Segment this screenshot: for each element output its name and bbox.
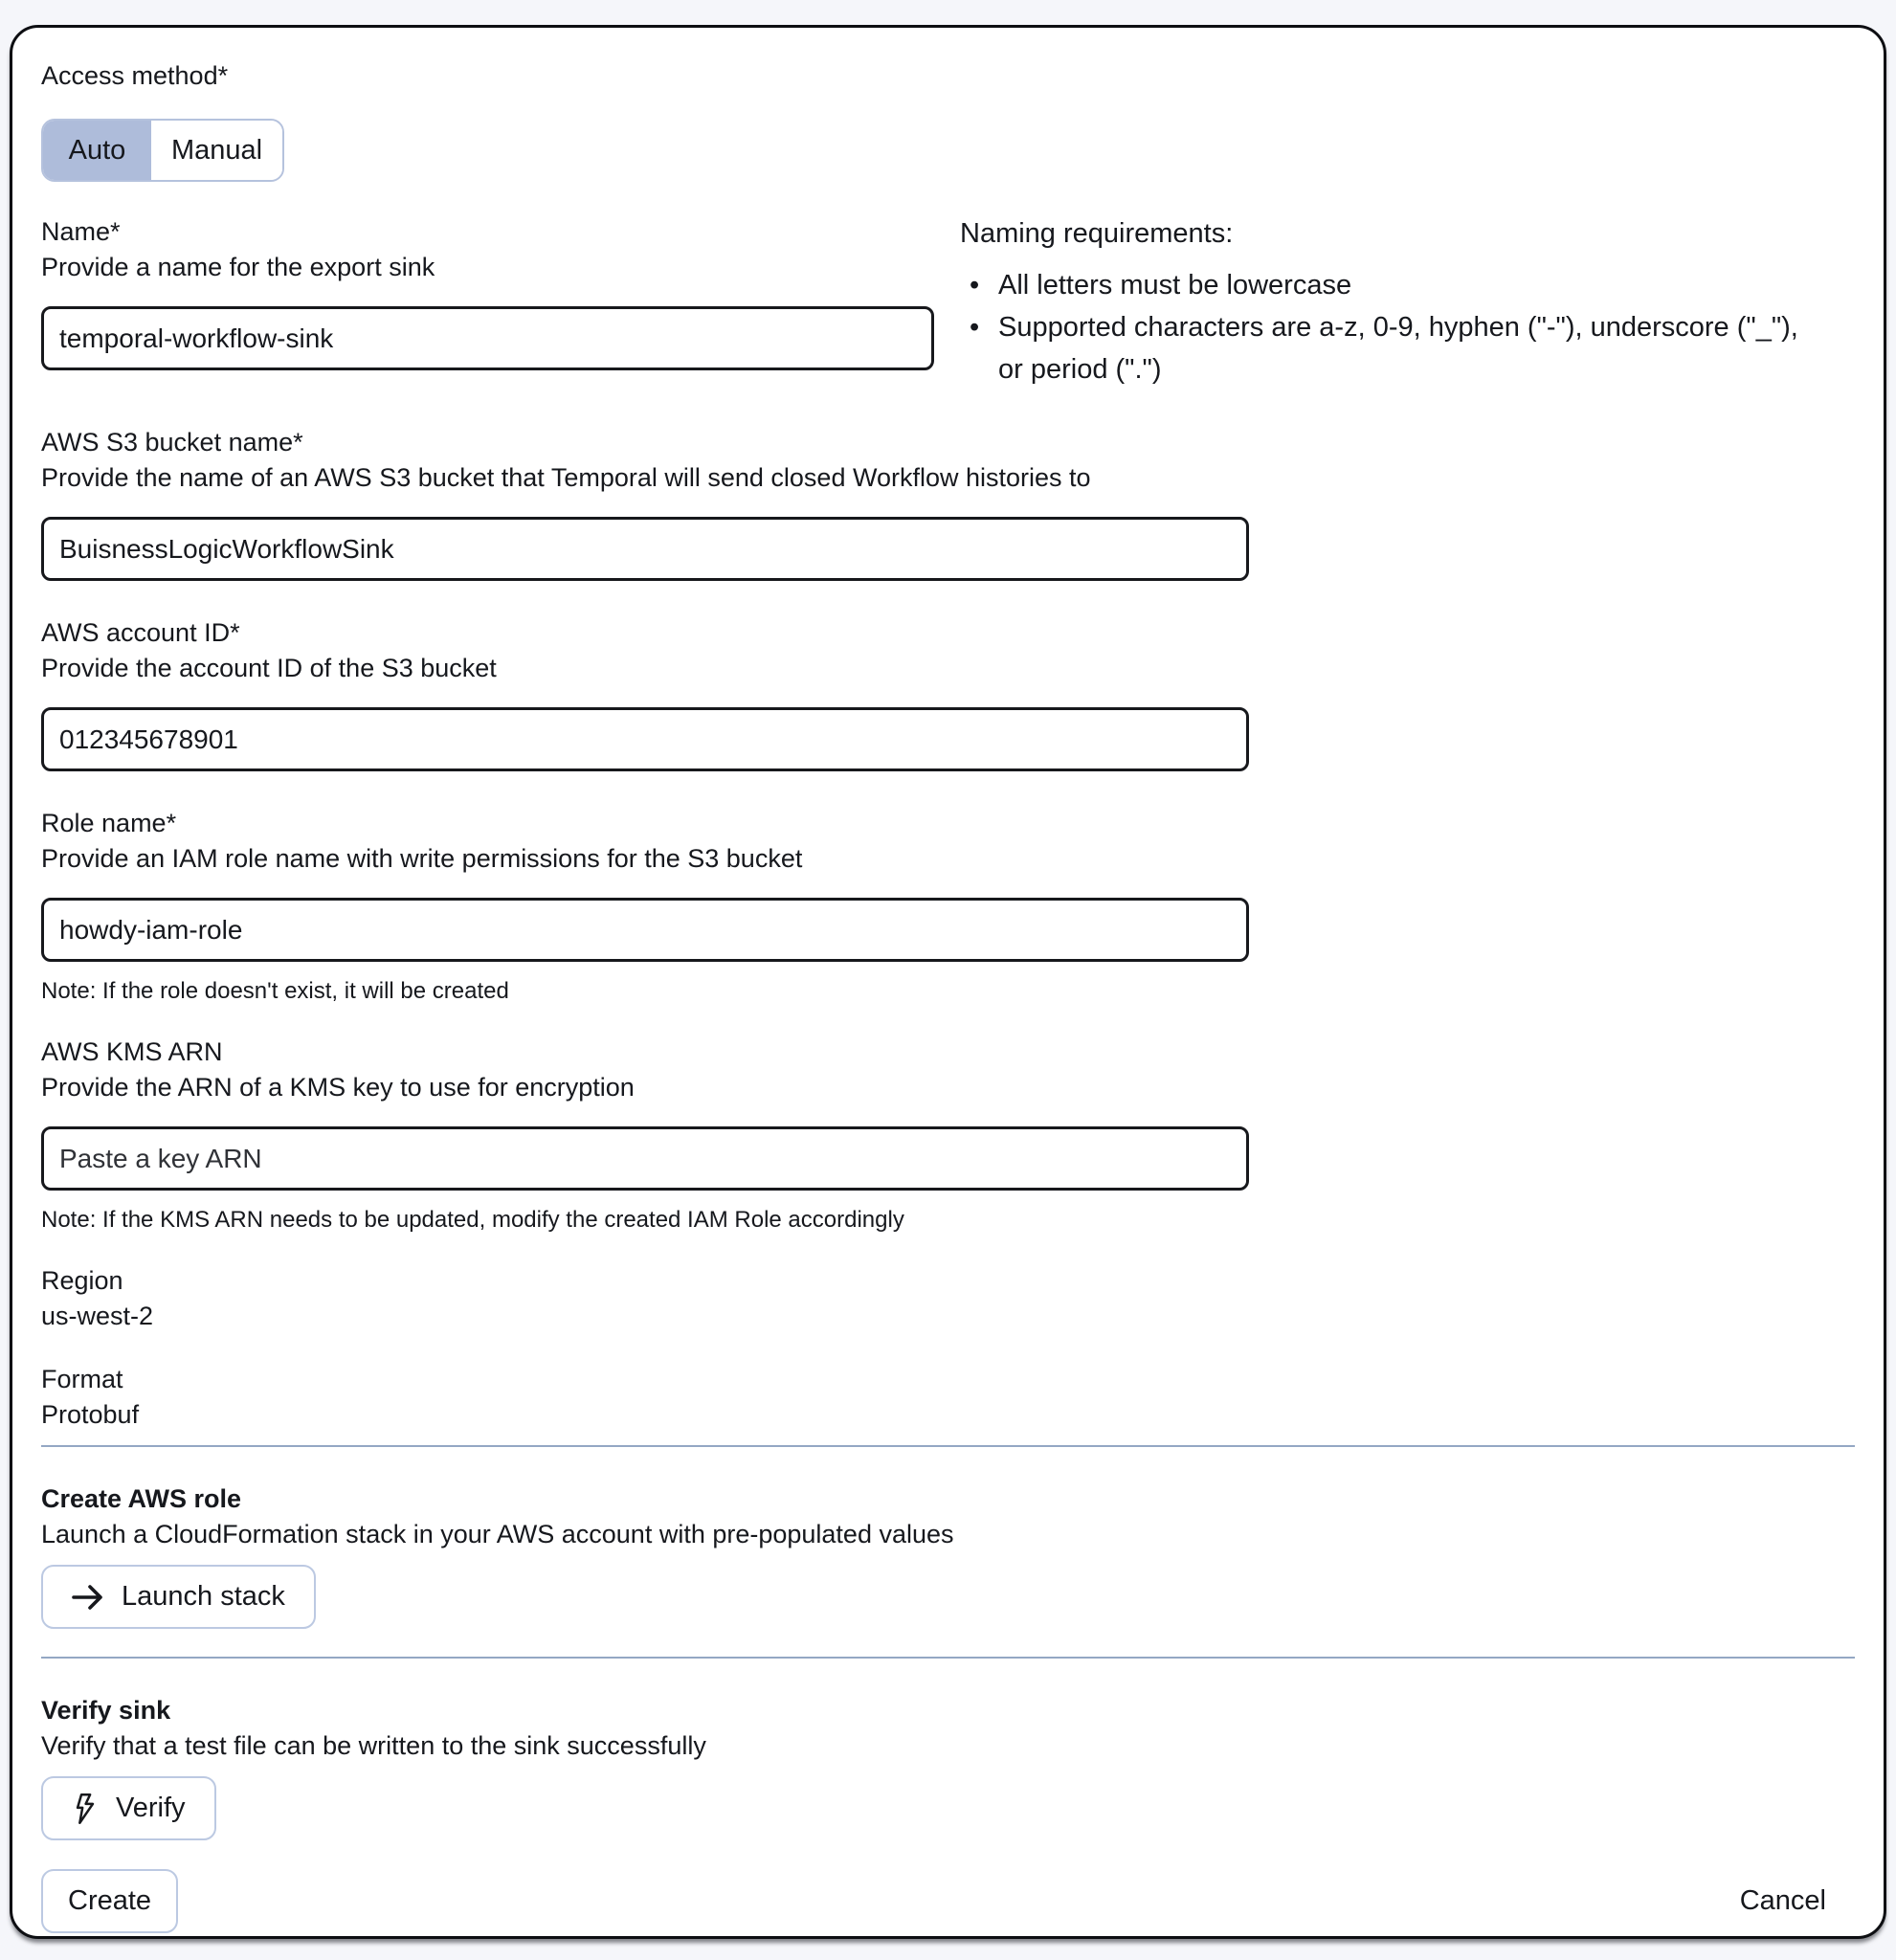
account-id-input[interactable] bbox=[41, 707, 1249, 771]
format-value: Protobuf bbox=[41, 1400, 140, 1429]
format-info bbox=[41, 1362, 1855, 1433]
section-divider bbox=[41, 1445, 1855, 1447]
section-divider bbox=[41, 1657, 1855, 1659]
access-method-option-manual-label: Manual bbox=[170, 134, 263, 166]
naming-requirements-list bbox=[960, 264, 1826, 390]
access-method-label: Access method* bbox=[41, 61, 229, 90]
naming-requirement-item: • All letters must be lowercase bbox=[960, 264, 1826, 306]
launch-stack-button[interactable] bbox=[41, 1565, 316, 1629]
role-name-field-group bbox=[41, 806, 1855, 1006]
name-input[interactable] bbox=[41, 306, 934, 370]
export-sink-form-card bbox=[10, 25, 1886, 1939]
kms-arn-description: Provide the ARN of a KMS key to use for encryption bbox=[41, 1073, 635, 1102]
access-method-toggle bbox=[41, 119, 284, 182]
verify-button[interactable] bbox=[41, 1776, 216, 1840]
account-id-description: Provide the account ID of the S3 bucket bbox=[41, 654, 497, 682]
region-label: Region bbox=[41, 1266, 123, 1295]
name-field-group bbox=[41, 214, 934, 390]
create-button[interactable] bbox=[41, 1869, 178, 1933]
create-aws-role-description: Launch a CloudFormation stack in your AWS account with pre-populated values bbox=[41, 1520, 954, 1548]
naming-requirement-item: • Supported characters are a-z, 0-9, hyphen ("-"), underscore ("_"), or period (".") bbox=[960, 306, 1826, 390]
verify-button-label: Verify bbox=[116, 1793, 186, 1823]
role-name-input[interactable] bbox=[41, 898, 1249, 962]
region-info bbox=[41, 1263, 1855, 1334]
kms-arn-field-group bbox=[41, 1035, 1855, 1235]
naming-requirements bbox=[960, 214, 1826, 390]
name-and-requirements-row bbox=[41, 214, 1855, 390]
access-method-option-auto-label: Auto bbox=[68, 134, 126, 166]
kms-arn-note: Note: If the KMS ARN needs to be updated, modify the created IAM Role accordingly bbox=[41, 1207, 904, 1233]
name-label: Name* bbox=[41, 217, 121, 246]
access-method-option-auto[interactable] bbox=[43, 121, 151, 180]
format-label: Format bbox=[41, 1365, 123, 1393]
arrow-right-icon bbox=[72, 1584, 104, 1611]
account-id-field-group bbox=[41, 615, 1855, 771]
kms-arn-label: AWS KMS ARN bbox=[41, 1037, 223, 1066]
access-method-option-manual[interactable] bbox=[151, 121, 282, 180]
kms-arn-input[interactable] bbox=[41, 1126, 1249, 1191]
launch-stack-button-label: Launch stack bbox=[122, 1581, 285, 1612]
create-button-label: Create bbox=[68, 1885, 152, 1916]
region-value: us-west-2 bbox=[41, 1302, 154, 1330]
s3-bucket-field-group bbox=[41, 425, 1855, 581]
role-name-label: Role name* bbox=[41, 809, 177, 837]
naming-requirements-title: Naming requirements: bbox=[960, 218, 1234, 249]
form-footer bbox=[41, 1869, 1855, 1933]
verify-sink-title: Verify sink bbox=[41, 1696, 171, 1725]
verify-sink-description: Verify that a test file can be written to the sink successfully bbox=[41, 1731, 706, 1760]
s3-bucket-label: AWS S3 bucket name* bbox=[41, 428, 303, 457]
s3-bucket-description: Provide the name of an AWS S3 bucket that Temporal will send closed Workflow histories to bbox=[41, 463, 1091, 492]
cancel-button[interactable]: Cancel bbox=[1739, 1885, 1826, 1916]
create-aws-role-title: Create AWS role bbox=[41, 1484, 242, 1513]
name-description: Provide a name for the export sink bbox=[41, 253, 435, 281]
role-name-description: Provide an IAM role name with write permissions for the S3 bucket bbox=[41, 844, 803, 873]
s3-bucket-input[interactable] bbox=[41, 517, 1249, 581]
role-name-note: Note: If the role doesn't exist, it will be created bbox=[41, 978, 509, 1004]
account-id-label: AWS account ID* bbox=[41, 618, 240, 647]
lightning-icon bbox=[72, 1793, 99, 1825]
